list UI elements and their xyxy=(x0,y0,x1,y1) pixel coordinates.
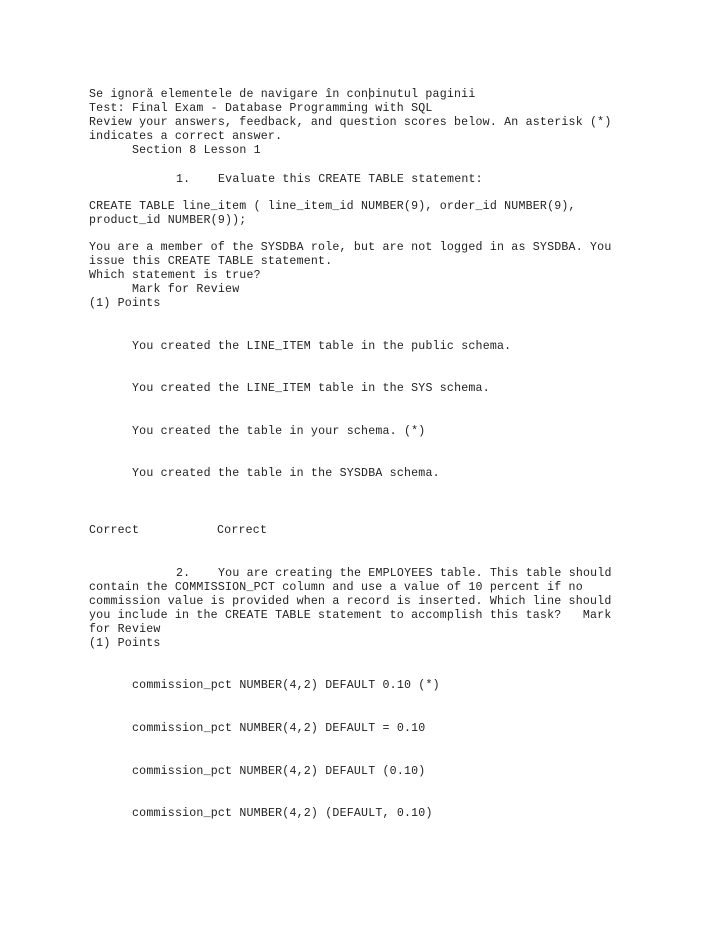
question-2-prompt-line-2: contain the COMMISSION_PCT column and use a value of 10 percent if no xyxy=(89,581,583,594)
question-1-option-2[interactable]: You created the LINE_ITEM table in the SYS schema. xyxy=(132,382,490,395)
question-1-code-line-2: product_id NUMBER(9)); xyxy=(89,214,247,227)
question-1-number: 1. xyxy=(176,173,191,186)
skip-navigation-link[interactable]: Se ignoră elementele de navigare în conþinutul paginii xyxy=(89,88,476,101)
question-1-option-4[interactable]: You created the table in the SYSDBA schema. xyxy=(132,467,440,480)
question-1-option-3[interactable]: You created the table in your schema. (*) xyxy=(132,425,426,438)
page-title: Test: Final Exam - Database Programming with SQL xyxy=(89,102,433,115)
question-1-code-line-1: CREATE TABLE line_item ( line_item_id NUMBER(9), order_id NUMBER(9), xyxy=(89,200,576,213)
question-1-mark-for-review[interactable]: Mark for Review xyxy=(132,283,240,296)
question-2-option-1[interactable]: commission_pct NUMBER(4,2) DEFAULT 0.10 (*) xyxy=(132,679,440,692)
question-1-points: (1) Points xyxy=(89,297,161,310)
section-heading: Section 8 Lesson 1 xyxy=(132,144,261,157)
question-1-context-line-2: issue this CREATE TABLE statement. xyxy=(89,255,333,268)
question-2-option-2[interactable]: commission_pct NUMBER(4,2) DEFAULT = 0.10 xyxy=(132,722,426,735)
question-2-option-4[interactable]: commission_pct NUMBER(4,2) (DEFAULT, 0.10) xyxy=(132,807,433,820)
question-2-option-3[interactable]: commission_pct NUMBER(4,2) DEFAULT (0.10) xyxy=(132,765,426,778)
question-1-feedback-label: Correct xyxy=(89,524,140,537)
question-2-number: 2. xyxy=(176,567,191,580)
question-1-option-1[interactable]: You created the LINE_ITEM table in the public schema. xyxy=(132,340,512,353)
question-2-points: (1) Points xyxy=(89,637,161,650)
question-2-prompt-line-3: commission value is provided when a record is inserted. Which line should xyxy=(89,595,612,608)
question-2-prompt-line-1: You are creating the EMPLOYEES table. This table should xyxy=(218,567,612,580)
question-2-mark-for-review[interactable]: for Review xyxy=(89,623,161,636)
question-1-context-line-1: You are a member of the SYSDBA role, but are not logged in as SYSDBA. You xyxy=(89,241,612,254)
question-1-context-line-3: Which statement is true? xyxy=(89,269,261,282)
question-2-prompt-line-4: you include in the CREATE TABLE statement to accomplish this task? Mark xyxy=(89,609,612,622)
instructions-line-2: indicates a correct answer. xyxy=(89,130,283,143)
question-1-feedback-value: Correct xyxy=(217,524,268,537)
question-1-prompt: Evaluate this CREATE TABLE statement: xyxy=(218,173,483,186)
instructions-line-1: Review your answers, feedback, and question scores below. An asterisk (*) xyxy=(89,116,612,129)
